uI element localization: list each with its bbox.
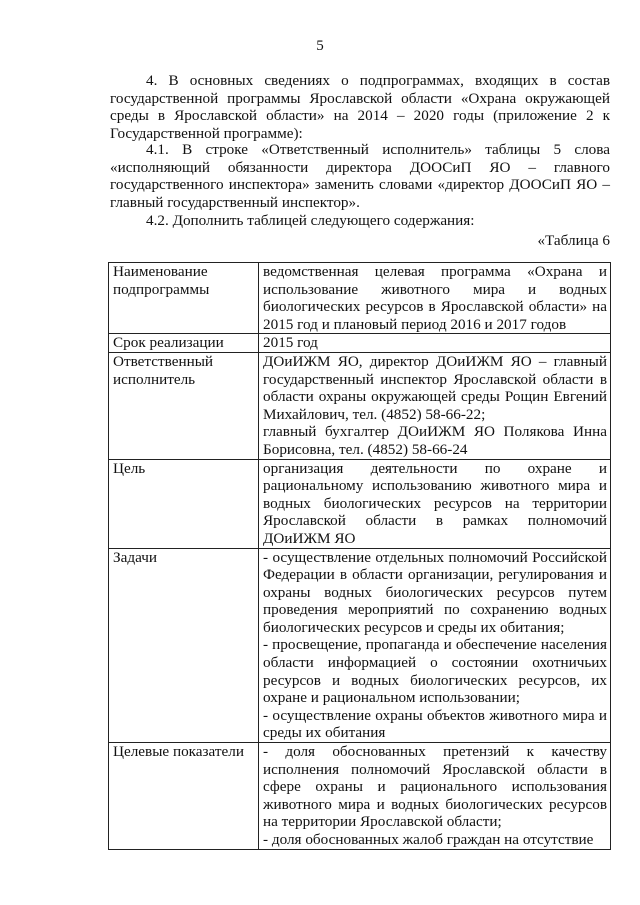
row-value: [259, 352, 611, 459]
row-value: [259, 548, 611, 743]
paragraph-4-2: [110, 212, 610, 230]
value-line: ведомственная целевая программа «Охрана и использование животного мира и водных биологических ресурсов в Ярославской области» на 2015 год и плановый период 2016 и 2017 годов: [263, 263, 607, 333]
table-caption: «Таблица 6: [537, 232, 610, 249]
value-line: - осуществление охраны объектов животного мира и среды их обитания: [263, 706, 607, 742]
subprogram-table: [108, 262, 611, 850]
value-line: - доля обоснованных претензий к качеству исполнения полномочий Ярославской области в сфере охраны и рационального использования животного мира и водных биологических ресурсов на территории Ярославской области;: [263, 743, 607, 831]
row-value: [259, 743, 611, 850]
table-row: [109, 334, 611, 353]
table-row: [109, 743, 611, 850]
table-row: [109, 459, 611, 548]
row-header: Задачи: [109, 548, 259, 743]
value-line: - доля обоснованных жалоб граждан на отсутствие: [263, 831, 594, 848]
table-row: [109, 548, 611, 743]
value-line: главный бухгалтер ДОиИЖМ ЯО Полякова Инна Борисовна, тел. (4852) 58-66-24: [263, 423, 607, 458]
page-number: 5: [316, 38, 324, 54]
paragraph-4-1-text: 4.1. В строке «Ответственный исполнитель» таблицы 5 слова «исполняющий обязанности директора ДООСиП ЯО – главного государственного инспектора» заменить словами «директор ДООСиП ЯО – главный государственный инспектор».: [110, 141, 610, 211]
value-line: организация деятельности по охране и рациональному использованию животного мира и водных биологических ресурсов на территории Ярославской области в рамках полномочий ДОиИЖМ ЯО: [263, 459, 607, 547]
row-header: Цель: [109, 459, 259, 548]
value-line: - просвещение, пропаганда и обеспечение населения области информацией о состоянии охотничьих ресурсов и водных биологических ресурсов, их охране и рациональном использовании;: [263, 636, 607, 707]
value-line: 2015 год: [263, 334, 318, 352]
value-line: - осуществление отдельных полномочий Российской Федерации в области организации, регулирования и охраны водных биологических ресурсов путем проведения мероприятий по сохранению водных биологических ресурсов и среды их обитания;: [263, 548, 607, 636]
row-header: Срок реализации: [109, 334, 259, 353]
row-value: [259, 263, 611, 334]
table-row: [109, 352, 611, 459]
row-header: Целевые показатели: [109, 743, 259, 850]
row-header: Наименование подпрограммы: [109, 263, 259, 334]
value-line: ДОиИЖМ ЯО, директор ДОиИЖМ ЯО – главный государственный инспектор Ярославской области в области охраны окружающей среды Рощин Евгений Михайлович, тел. (4852) 58-66-22;: [263, 352, 607, 423]
paragraph-4-text: 4. В основных сведениях о подпрограммах, входящих в состав государственной программы Ярославской области «Охрана окружающей среды в Ярославской области» на 2014 – 2020 годы (приложение 2 к Государственной программе):: [110, 72, 610, 142]
table-row: [109, 263, 611, 334]
row-header: Ответственный исполнитель: [109, 352, 259, 459]
paragraph-4: [110, 72, 610, 142]
paragraph-4-2-text: 4.2. Дополнить таблицей следующего содержания:: [146, 212, 475, 229]
row-value: [259, 459, 611, 548]
paragraph-4-1: [110, 141, 610, 211]
row-value: [259, 334, 611, 353]
